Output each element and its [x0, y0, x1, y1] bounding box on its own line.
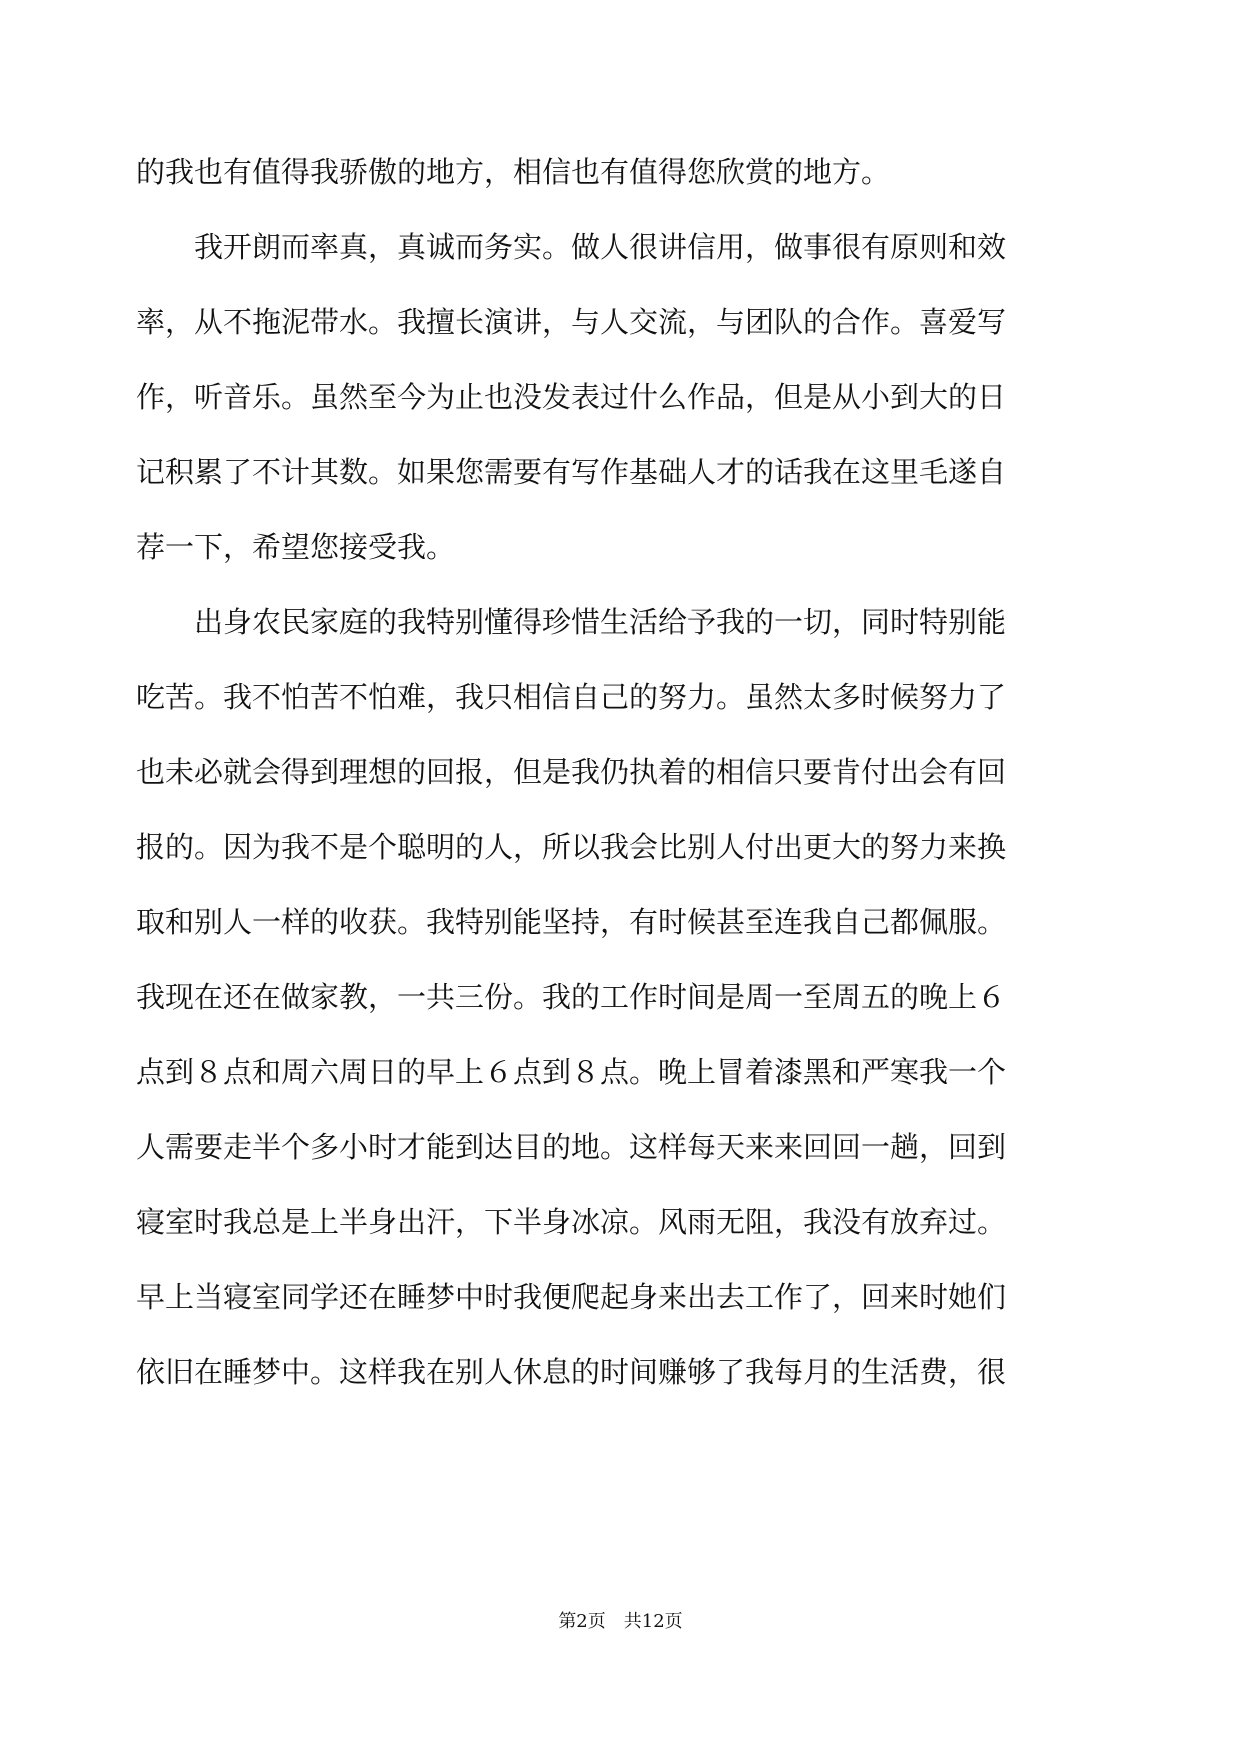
text-line-4: 作，听音乐。虽然至今为止也没发表过什么作品，但是从小到大的日 [136, 380, 1007, 414]
text-line-9: 也未必就会得到理想的回报，但是我仍执着的相信只要肯付出会有回 [136, 755, 1007, 789]
text-line-10: 报的。因为我不是个聪明的人，所以我会比别人付出更大的努力来换 [136, 830, 1007, 864]
text-line-6: 荐一下，希望您接受我。 [136, 530, 456, 564]
text-line-5: 记积累了不计其数。如果您需要有写作基础人才的话我在这里毛遂自 [136, 455, 1007, 489]
page-total: 共12页 [623, 1611, 683, 1632]
text-line-11: 取和别人一样的收获。我特别能坚持，有时候甚至连我自己都佩服。 [136, 905, 1007, 939]
text-line-12: 我现在还在做家教，一共三份。我的工作时间是周一至周五的晚上６ [136, 980, 1007, 1014]
text-line-2: 我开朗而率真，真诚而务实。做人很讲信用，做事很有原则和效 [194, 230, 1007, 264]
text-line-15: 寝室时我总是上半身出汗，下半身冰凉。风雨无阻，我没有放弃过。 [136, 1205, 1007, 1239]
text-line-14: 人需要走半个多小时才能到达目的地。这样每天来来回回一趟，回到 [136, 1130, 1007, 1164]
text-line-7: 出身农民家庭的我特别懂得珍惜生活给予我的一切，同时特别能 [194, 605, 1007, 639]
text-line-3: 率，从不拖泥带水。我擅长演讲，与人交流，与团队的合作。喜爱写 [136, 305, 1007, 339]
page-number: 第2页 [558, 1611, 606, 1632]
page-footer [0, 1610, 1241, 1634]
text-line-13: 点到８点和周六周日的早上６点到８点。晚上冒着漆黑和严寒我一个 [136, 1055, 1007, 1089]
text-line-16: 早上当寝室同学还在睡梦中时我便爬起身来出去工作了，回来时她们 [136, 1280, 1007, 1314]
text-line-1: 的我也有值得我骄傲的地方，相信也有值得您欣赏的地方。 [136, 155, 891, 189]
text-line-8: 吃苦。我不怕苦不怕难，我只相信自己的努力。虽然太多时候努力了 [136, 680, 1007, 714]
text-line-17: 依旧在睡梦中。这样我在别人休息的时间赚够了我每月的生活费，很 [136, 1355, 1007, 1389]
